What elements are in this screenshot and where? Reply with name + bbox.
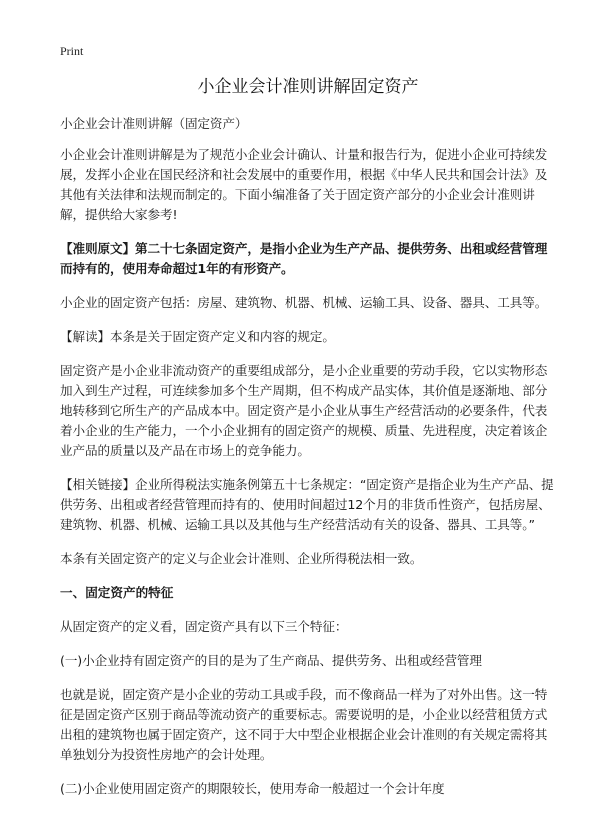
print-link[interactable]: Print [60, 44, 84, 58]
feature-one-heading: (一)小企业持有固定资产的目的是为了生产商品、提供劳务、出租或经营管理 [60, 653, 482, 668]
article-paragraph: 【准则原文】第二十七条固定资产，是指小企业为生产产品、提供劳务、出租或经营管理而持有的，使用寿命超过1年的有形资产。 [60, 241, 548, 276]
feature-one-detail-paragraph: 也就是说，固定资产是小企业的劳动工具或手段，而不像商品一样为了对外出售。这一特征是固定资产区别于商品等流动资产的重要标志。需要说明的是，小企业以经营租赁方式出租的建筑物也属于固定资产，这不同于大中型企业根据企业会计准则的有关规定需将其单独划分为投资性房地产的会计处理。 [60, 687, 548, 762]
document-subtitle: 小企业会计准则讲解（固定资产） [60, 116, 248, 131]
interpretation-paragraph: 【解读】本条是关于固定资产定义和内容的规定。 [60, 329, 335, 344]
related-link-paragraph: 【相关链接】企业所得税法实施条例第五十七条规定：“固定资产是指企业为生产产品、提供劳务、出租或者经营管理而持有的、使用时间超过12个月的非货币性资产，包括房屋、建筑物、机器、机械、运输工具以及其他与生产经营活动有关的设备、器具、工具等。” [60, 477, 554, 532]
intro-paragraph: 小企业会计准则讲解是为了规范小企业会计确认、计量和报告行为，促进小企业可持续发展，发挥小企业在国民经济和社会发展中的重要作用，根据《中华人民共和国会计法》及其他有关法律和法规而制定的。下面小编准备了关于固定资产部分的小企业会计准则讲解，提供给大家参考! [60, 147, 548, 222]
features-intro-paragraph: 从固定资产的定义看，固定资产具有以下三个特征： [60, 619, 348, 634]
document-title: 小企业会计准则讲解固定资产 [197, 77, 419, 97]
feature-two-heading: (二)小企业使用固定资产的期限较长，使用寿命一般超过一个会计年度 [60, 781, 445, 796]
scope-paragraph: 小企业的固定资产包括：房屋、建筑物、机器、机械、运输工具、设备、器具、工具等。 [60, 295, 548, 310]
importance-paragraph: 固定资产是小企业非流动资产的重要组成部分，是小企业重要的劳动手段，它以实物形态加入到生产过程，可连续参加多个生产周期，但不构成产品实体，其价值是逐渐地、部分地转移到它所生产的产品成本中。固定资产是小企业从事生产经营活动的必要条件，代表着小企业的生产能力，一个小企业拥有的固定资产的规模、质量、先进程度，决定着该企业产品的质量以及产品在市场上的竞争能力。 [60, 363, 548, 458]
consistency-paragraph: 本条有关固定资产的定义与企业会计准则、企业所得税法相一致。 [60, 551, 423, 566]
section-heading-features: 一、固定资产的特征 [60, 585, 174, 600]
